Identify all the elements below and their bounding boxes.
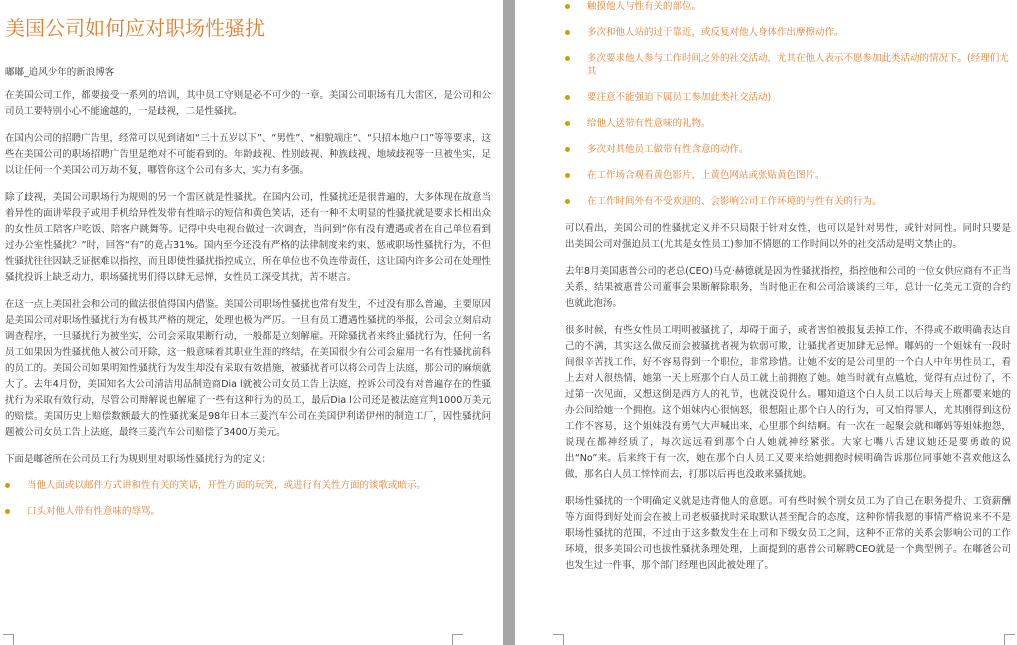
list-item: 给他人送带有性意味的礼物。 [565,117,1011,130]
list-item: 在工作时间外有不受欢迎的、会影响公司工作环境的与性有关的行为。 [565,195,1011,208]
definition-list-left [5,479,491,518]
page-corner-mark [1004,634,1015,645]
page-left [0,0,503,645]
page-corner-mark [3,634,14,645]
definition-list-right [565,0,1011,208]
list-item: 触摸他人与性有关的部位。 [565,0,1011,13]
paragraph: 在国内公司的招聘广告里，经常可以见到诸如“三十五岁以下”、“男性”、“相貌端庄”、“只招本地户口”等等要求，这些在美国公司的职场招聘广告里是绝对不可能看到的。年龄歧视、性别歧视、种族歧视、地域歧视等一旦被坐实，足以让任何一个美国公司万劫不复，哪管你这个公司有多大，实力有多强。 [5,133,491,176]
paragraph: 职场性骚扰的一个明确定义就是违背他人的意愿。可有些时候个别女员工为了自己在职务提升、工资薪酬等方面得到好处而会在被上司老板骚扰时采取默认甚至配合的态度，这种你情我愿的事情严格说来不不是职场性骚扰的范围，不过由于这多数发生在上司和下级女员工之间，这种不正常的关系会影响公司的工作环境，很多美国公司也拔性骚扰条理处理，上面提到的惠普公司解聘CEO就是一个典型例子。在嘟爸公司也发生过一件事，那个部门经理也因此被处理了。 [565,496,1011,571]
list-item: 在工作场合观看黄色影片，上黄色网站或张贴黄色图片。 [565,169,1011,182]
paragraph: 在美国公司工作，都要接受一系列的培训，其中员工守则是必不可少的一章。美国公司职场有几大雷区，是公司和公司员工要特别小心不能逾越的，一是歧视，二是性骚扰。 [5,90,491,117]
list-item: 当他人面或以邮件方式讲和性有关的笑话，开性方面的玩笑，或进行有关性方面的谈歌或暗示。 [5,479,491,492]
page-corner-mark [452,634,463,645]
page-right [515,0,1017,645]
list-item: 多次对其他员工做带有性含意的动作。 [565,143,1011,156]
list-item: 口头对他人带有性意味的辱骂。 [5,505,491,518]
list-item: 多次和他人站的过于靠近，或反复对他人身体作出摩擦动作。 [565,26,1011,39]
doc-author: 嘟嘟_追风少年的新浪博客 [5,67,115,78]
paragraph: 很多时候，有些女性员工明明被骚扰了，却碍于面子，或者害怕被报复丢掉工作，不得或不敢明确表达自己的不满，其实这么做反而会被骚扰者视为软弱可欺，让骚扰者更加肆无忌惮。嘟妈的一个姐妹有一段时间很辛苦找工作，好不容易得到一个职位，非常珍惜。让她不安的是公司里的一个白人中年男性员工，看上去对人很热情，她第一天上班那个白人员工就上前拥抱了她。她当时就有点尴尬，觉得有点过份了，不过第一次见面，又想这倒是西方人的礼节，也就没说什么。哪知道这个白人员工以后每天上班都要来她的办公间给她一个拥抱。这个姐妹内心很恼怒，很想阻止那个白人的行为，可又怕得罪人，尤其刚得到这份工作不容易，这个姐妹没有勇气大声喊出来，心里那个纠结啊。有一次在一起聚会就和嘟妈等姐妹抱怨，说现在都神经质了，每次远远看到那个白人她就神经紧张。大家七嘴八舌建议她还是要勇敢的说出“No”来。后来终于有一次，她在那个白人员工又要来给她拥抱时候明确告诉那位同事她不喜欢他这么做，那名白人员工悻悻而去，打那以后再也没敢来骚扰她。 [565,325,1011,480]
page-corner-mark [553,634,564,645]
paragraph: 下面是嘟爸所在公司员工行为规则里对职场性骚扰行为的定义： [5,454,272,465]
paragraph: 可以看出，美国公司的性骚扰定义并不只局限于针对女性，也可以是针对男性，或针对同性。同时只要是出美国公司对强迫员工(尤其是女性员工)参加不情愿的工作时间以外的社交活动是明文禁止的。 [565,223,1011,250]
list-item: 要注意不能强迫下属员工参加此类社交活动) [565,91,1011,104]
paragraph: 去年8月美国惠普公司的老总(CEO)马克·赫德就是因为性骚扰指控，指控他和公司的一位女供应商有不正当关系，结果被惠普公司董事会果断解除职务，当时他正在和公司洽谈谈约三年，总计一亿美元工资的合约也就此泡汤。 [565,266,1011,309]
paragraph: 在这一点上美国社会和公司的做法很值得国内借鉴。美国公司职场性骚扰也常有发生，不过没有那么普遍，主要原因是美国公司对职场性骚扰行为有极其严格的规定，处理也极为严厉。一旦有员工遭遇性骚扰的举报，公司会立刻启动调查程序，一旦骚扰行为被坐实，公司会采取果断行动，一般都是立刻解雇。开除骚扰者来终止骚扰行为，任何一名员工如果因为性骚扰他人被公司开除，这一般意味着其职业生涯的终结，在美国很少有公司会雇用一名有性骚扰前科的员工的。美国公司如果明知性骚扰行为发生却没有采取有效措施，被骚扰者可以将公司告上法庭，那公司的麻烦就大了。去年4月份，美国知名大公司清洁用品制造商Dia l就被公司女员工告上法庭，控诉公司没有对普遍存在的性骚扰行为采取有效行动，尽管公司辩解说也解雇了一些有这种行为的员工，最后Dia l公司还是被法庭宣判1000万美元的赔偿。美国历史上赔偿数额最大的性骚扰案是98年日本三菱汽车公司在美国伊利诺伊州的制造工厂，因性骚扰问题被公司女员工告上法庭，最终三菱汽车公司赔偿了3400万美元。 [5,299,491,438]
paragraph: 除了歧视，美国公司职场行为规则的另一个雷区就是性骚扰。在国内公司，性骚扰还是很普遍的，大多体现在故意当着异性的面讲荤段子或用手机给异性发带有性暗示的短信和黄色笑话，还有一种不太明显的性骚扰就是要求长相出众的女性员工陪客户吃饭、陪客户跳舞等。记得中央电视台做过一次调查，当问到“你有没有遭遇或者在自己单位看到过办公室性骚扰？”时，回答“有”的竟占31%。国内至今还没有严格的法律制度来约束、惩戒职场性骚扰行为，不但性骚扰往往因缺乏证据难以指控，而且即使性骚扰指控成立，所在单位也不负连带责任，这让国内许多公司在处理性骚扰投诉上缺乏动力，职场骚扰男们得以肆无忌惮，女性员工深受其扰，苦不堪言。 [5,192,491,283]
list-item: 多次要求他人参与工作时间之外的社交活动，尤其在他人表示不愿参加此类活动的情况下。(经理们尤其 [565,52,1011,78]
doc-title: 美国公司如何应对职场性骚扰 [5,16,265,40]
